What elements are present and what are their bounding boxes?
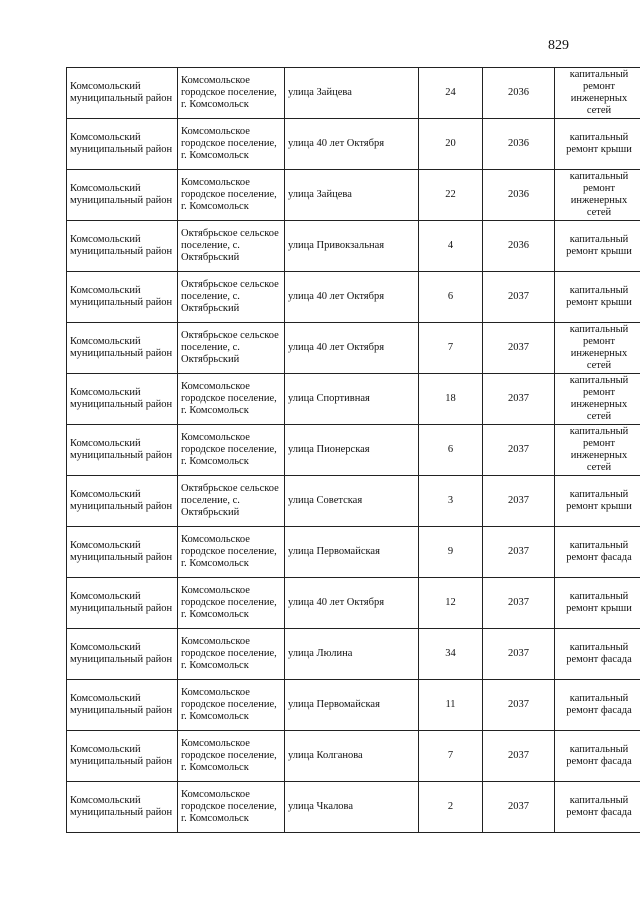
year-cell: 2037 [483,323,555,374]
district-cell: Комсомольский муниципальный район [67,68,178,119]
table-row [67,731,640,782]
work-type-cell: капитальный ремонт крыши [555,578,640,629]
work-type-cell: капитальный ремонт фасада [555,782,640,833]
district-cell: Комсомольский муниципальный район [67,374,178,425]
settlement-cell: Комсомольское городское поселение, г. Комсомольск [178,629,285,680]
settlement-cell: Октябрьское сельское поселение, с. Октябрьский [178,323,285,374]
table-row [67,323,640,374]
street-cell: улица Чкалова [285,782,419,833]
street-cell: улица Привокзальная [285,221,419,272]
district-cell: Комсомольский муниципальный район [67,629,178,680]
table-row [67,527,640,578]
district-cell: Комсомольский муниципальный район [67,425,178,476]
year-cell: 2037 [483,578,555,629]
year-cell: 2037 [483,527,555,578]
work-type-cell: капитальный ремонт фасада [555,629,640,680]
page-number: 829 [548,38,569,53]
work-type-cell: капитальный ремонт фасада [555,731,640,782]
house-number-cell: 11 [419,680,483,731]
house-number-cell: 9 [419,527,483,578]
house-number-cell: 6 [419,425,483,476]
district-cell: Комсомольский муниципальный район [67,782,178,833]
street-cell: улица Пионерская [285,425,419,476]
house-number-cell: 12 [419,578,483,629]
street-cell: улица 40 лет Октября [285,578,419,629]
house-number-cell: 2 [419,782,483,833]
table-row [67,221,640,272]
district-cell: Комсомольский муниципальный район [67,323,178,374]
street-cell: улица 40 лет Октября [285,323,419,374]
table-row [67,68,640,119]
table-row [67,629,640,680]
district-cell: Комсомольский муниципальный район [67,119,178,170]
work-type-cell: капитальный ремонт крыши [555,221,640,272]
table-row [67,782,640,833]
year-cell: 2037 [483,374,555,425]
settlement-cell: Комсомольское городское поселение, г. Комсомольск [178,731,285,782]
work-type-cell: капитальный ремонт инженерных сетей [555,68,640,119]
table-body [67,68,640,833]
house-number-cell: 6 [419,272,483,323]
street-cell: улица Люлина [285,629,419,680]
year-cell: 2036 [483,68,555,119]
work-type-cell: капитальный ремонт инженерных сетей [555,374,640,425]
settlement-cell: Комсомольское городское поселение, г. Комсомольск [178,527,285,578]
district-cell: Комсомольский муниципальный район [67,527,178,578]
work-type-cell: капитальный ремонт крыши [555,272,640,323]
house-number-cell: 20 [419,119,483,170]
year-cell: 2037 [483,272,555,323]
district-cell: Комсомольский муниципальный район [67,272,178,323]
year-cell: 2036 [483,221,555,272]
house-number-cell: 34 [419,629,483,680]
work-type-cell: капитальный ремонт фасада [555,680,640,731]
settlement-cell: Комсомольское городское поселение, г. Комсомольск [178,374,285,425]
street-cell: улица 40 лет Октября [285,119,419,170]
year-cell: 2037 [483,731,555,782]
settlement-cell: Октябрьское сельское поселение, с. Октябрьский [178,272,285,323]
work-type-cell: капитальный ремонт крыши [555,119,640,170]
street-cell: улица Колганова [285,731,419,782]
house-number-cell: 3 [419,476,483,527]
settlement-cell: Комсомольское городское поселение, г. Комсомольск [178,680,285,731]
district-cell: Комсомольский муниципальный район [67,680,178,731]
settlement-cell: Комсомольское городское поселение, г. Комсомольск [178,425,285,476]
work-type-cell: капитальный ремонт крыши [555,476,640,527]
work-type-cell: капитальный ремонт инженерных сетей [555,323,640,374]
street-cell: улица Зайцева [285,170,419,221]
street-cell: улица Советская [285,476,419,527]
work-type-cell: капитальный ремонт фасада [555,527,640,578]
district-cell: Комсомольский муниципальный район [67,170,178,221]
table-row [67,170,640,221]
house-number-cell: 24 [419,68,483,119]
street-cell: улица Зайцева [285,68,419,119]
table-row [67,425,640,476]
house-number-cell: 7 [419,323,483,374]
settlement-cell: Комсомольское городское поселение, г. Комсомольск [178,578,285,629]
street-cell: улица Первомайская [285,680,419,731]
repair-schedule-table [66,67,640,833]
year-cell: 2037 [483,629,555,680]
table-row [67,476,640,527]
table-row [67,374,640,425]
district-cell: Комсомольский муниципальный район [67,221,178,272]
year-cell: 2037 [483,680,555,731]
table-row [67,680,640,731]
settlement-cell: Октябрьское сельское поселение, с. Октябрьский [178,221,285,272]
settlement-cell: Комсомольское городское поселение, г. Комсомольск [178,119,285,170]
street-cell: улица 40 лет Октября [285,272,419,323]
house-number-cell: 18 [419,374,483,425]
work-type-cell: капитальный ремонт инженерных сетей [555,170,640,221]
district-cell: Комсомольский муниципальный район [67,476,178,527]
year-cell: 2037 [483,476,555,527]
settlement-cell: Комсомольское городское поселение, г. Комсомольск [178,68,285,119]
district-cell: Комсомольский муниципальный район [67,731,178,782]
district-cell: Комсомольский муниципальный район [67,578,178,629]
house-number-cell: 22 [419,170,483,221]
street-cell: улица Первомайская [285,527,419,578]
year-cell: 2036 [483,119,555,170]
settlement-cell: Октябрьское сельское поселение, с. Октябрьский [178,476,285,527]
settlement-cell: Комсомольское городское поселение, г. Комсомольск [178,782,285,833]
year-cell: 2037 [483,782,555,833]
house-number-cell: 4 [419,221,483,272]
table-row [67,272,640,323]
work-type-cell: капитальный ремонт инженерных сетей [555,425,640,476]
table-row [67,119,640,170]
year-cell: 2037 [483,425,555,476]
year-cell: 2036 [483,170,555,221]
street-cell: улица Спортивная [285,374,419,425]
settlement-cell: Комсомольское городское поселение, г. Комсомольск [178,170,285,221]
table-row [67,578,640,629]
house-number-cell: 7 [419,731,483,782]
